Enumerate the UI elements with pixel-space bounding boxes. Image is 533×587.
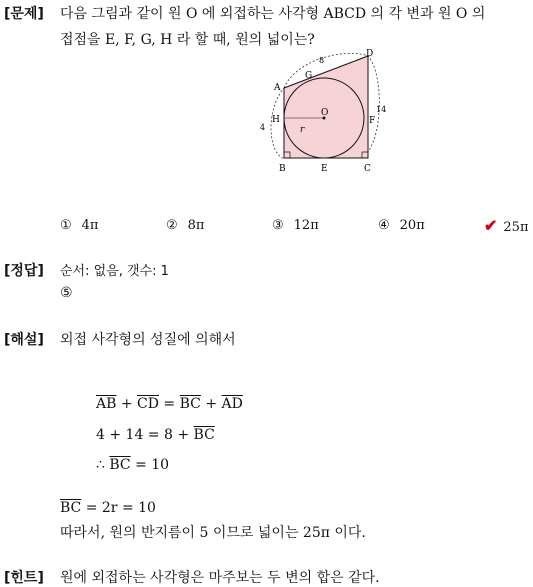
choice-5[interactable]: [484, 216, 529, 235]
op: +: [116, 396, 138, 412]
equation-lhs: 4 + 14 = 8 +: [96, 427, 194, 443]
choice-1[interactable]: [60, 218, 98, 233]
label-b: B: [279, 164, 286, 174]
label-h: H: [272, 115, 280, 125]
choice-text: 4π: [81, 218, 99, 233]
choice-number: ①: [60, 218, 72, 233]
problem-text-line1: 다음 그림과 같이 원 O 에 외접하는 사각형 ABCD 의 각 변과 원 O 의: [60, 6, 486, 22]
hint-text: 원에 외접하는 사각형은 마주보는 두 변의 합은 같다.: [60, 570, 380, 586]
choice-number: ④: [378, 218, 390, 233]
choice-2[interactable]: [166, 218, 204, 233]
choice-text: 12π: [293, 218, 319, 233]
equation-4: [60, 500, 156, 516]
choice-number: ②: [166, 218, 178, 233]
choice-text: 25π: [503, 220, 529, 235]
equation-rhs: = 2r = 10: [81, 500, 156, 516]
explanation-intro: 외접 사각형의 성질에 의해서: [60, 332, 236, 348]
choice-text: 8π: [187, 218, 205, 233]
label-g: G: [305, 71, 313, 81]
segment-bc: $\overline{BC}$: [179, 396, 201, 412]
segment-ab: $\overline{AB}$: [96, 396, 117, 412]
segment-bc: $\overline{BC}$: [60, 500, 82, 516]
answer-order-count: 순서: 없음, 갯수: 1: [60, 264, 169, 279]
checkmark-icon: ✔: [484, 216, 498, 235]
equation-3: [96, 457, 169, 473]
segment-ad: $\overline{AD}$: [221, 396, 243, 412]
explanation-label: [해설]: [4, 332, 44, 348]
label-e: E: [321, 164, 328, 174]
answer-value: ⑤: [60, 285, 73, 301]
segment-bc: $\overline{BC}$: [109, 457, 131, 473]
choice-3[interactable]: [272, 218, 319, 233]
label-d: D: [366, 49, 374, 59]
segment-cd: $\overline{CD}$: [137, 396, 159, 412]
therefore-symbol: ∴: [96, 457, 110, 473]
length-right: 14: [376, 105, 387, 114]
problem-label: [문제]: [4, 6, 44, 22]
equation-2: [96, 427, 215, 443]
op: +: [200, 396, 222, 412]
label-o: O: [321, 108, 329, 118]
hint-label: [힌트]: [4, 570, 44, 586]
label-a: A: [274, 83, 281, 93]
op: =: [158, 396, 180, 412]
choice-number: ③: [272, 218, 284, 233]
segment-bc: $\overline{BC}$: [193, 427, 215, 443]
label-f: F: [369, 116, 376, 126]
explanation-conclusion: 따라서, 원의 반지름이 5 이므로 넓이는 25π 이다.: [60, 525, 366, 541]
answer-label: [정답]: [4, 263, 44, 279]
choice-text: 20π: [399, 218, 425, 233]
problem-text-line2: 접점을 E, F, G, H 라 할 때, 원의 넓이는?: [60, 32, 315, 48]
label-radius: r: [300, 125, 305, 135]
length-left: 4: [260, 123, 266, 132]
length-top: 8: [319, 56, 325, 65]
geometry-figure: [252, 48, 392, 178]
equation-rhs: = 10: [130, 457, 170, 473]
equation-1: [96, 396, 243, 412]
choice-4[interactable]: [378, 218, 425, 233]
label-c: C: [364, 164, 371, 174]
